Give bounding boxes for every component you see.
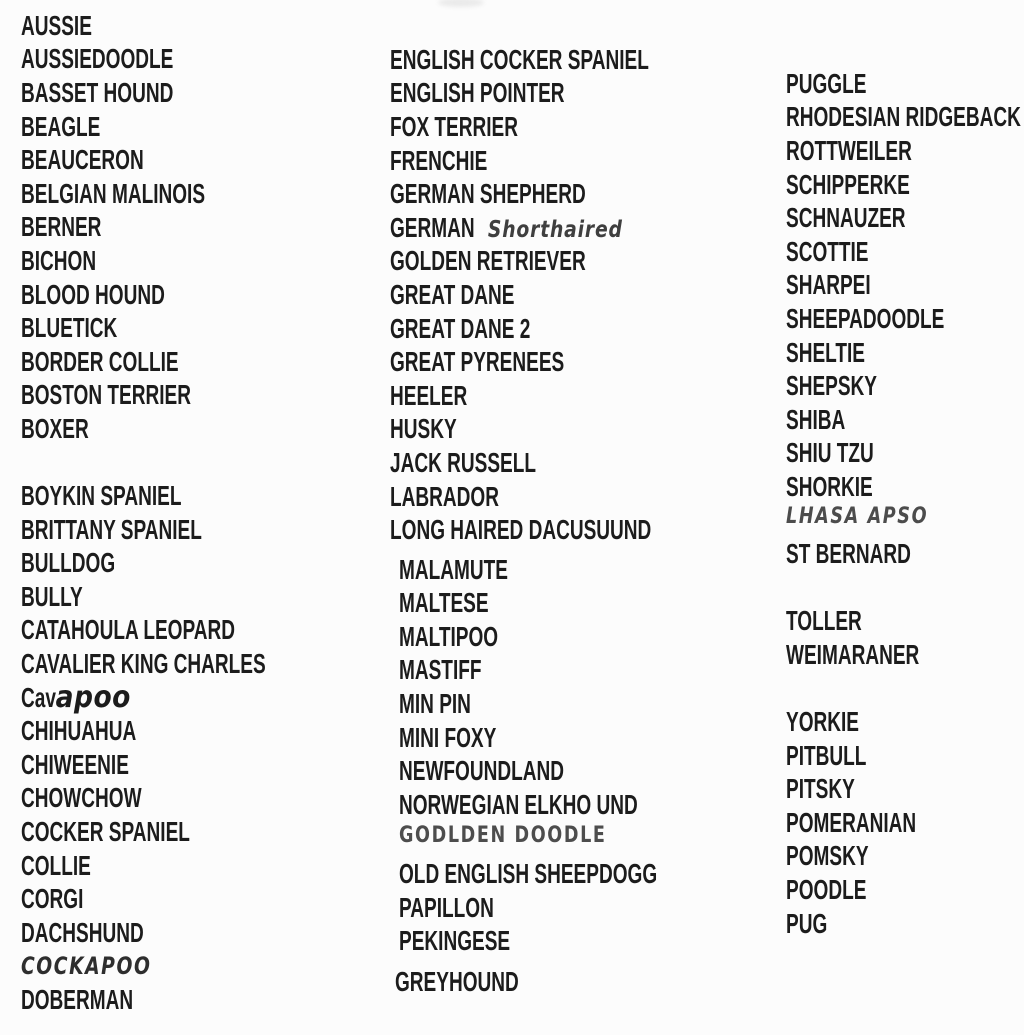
- breed-item: [21, 143, 361, 177]
- breed-item: [21, 916, 361, 950]
- breed-item: [786, 168, 1024, 202]
- breed-item: [390, 687, 730, 721]
- breed-label: BORDER COLLIE: [21, 345, 179, 377]
- breed-item: [390, 278, 730, 312]
- breed-label: MALTESE: [399, 587, 489, 619]
- breed-label: AUSSIE: [21, 9, 92, 41]
- breed-label: BOXER: [21, 412, 89, 444]
- breed-label: BASSET HOUND: [21, 76, 174, 108]
- breed-label: SCHIPPERKE: [786, 168, 910, 200]
- breed-item: [390, 620, 730, 654]
- breed-item: [786, 201, 1024, 235]
- breed-item: [390, 587, 730, 621]
- breed-item: [786, 772, 1024, 806]
- breed-label: MASTIFF: [399, 654, 482, 686]
- breed-item: [786, 336, 1024, 370]
- breed-label: DACHSHUND: [21, 916, 144, 948]
- breed-label: BLUETICK: [21, 312, 118, 344]
- breed-item: [390, 891, 730, 925]
- breed-item: [390, 110, 730, 144]
- breed-label: GERMAN SHEPHERD: [390, 178, 586, 210]
- breed-label: CORGI: [21, 883, 84, 915]
- breed-label-part: Cav: [21, 682, 56, 714]
- breed-item: [21, 110, 361, 144]
- breed-label: BEAGLE: [21, 110, 101, 142]
- breed-label: SCHNAUZER: [786, 202, 906, 234]
- breed-item: [390, 819, 730, 853]
- breed-item: [390, 480, 730, 514]
- breed-item: [21, 345, 361, 379]
- breed-label: MALTIPOO: [399, 620, 499, 652]
- breed-label: SHIBA: [786, 403, 846, 435]
- breed-item: [390, 446, 730, 480]
- breed-item: [390, 654, 730, 688]
- breed-item: [786, 907, 1024, 941]
- breed-label: SHEEPADOODLE: [786, 302, 945, 334]
- breed-column-3: [786, 67, 1024, 940]
- breed-item: [786, 873, 1024, 907]
- breed-item: [786, 537, 1024, 571]
- breed-label: NEWFOUNDLAND: [399, 755, 564, 787]
- breed-label: ST BERNARD: [786, 538, 911, 570]
- breed-label: LABRADOR: [390, 480, 499, 512]
- breed-label: MALAMUTE: [399, 553, 508, 585]
- breed-item: [21, 244, 361, 278]
- breed-item: [21, 983, 361, 1017]
- breed-label: PITBULL: [786, 739, 867, 771]
- breed-label: COCKER SPANIEL: [21, 816, 190, 848]
- breed-item: [21, 278, 361, 312]
- breed-label: LHASA APSO: [786, 504, 929, 530]
- breed-item: [21, 547, 361, 581]
- breed-label: BULLY: [21, 580, 83, 612]
- breed-item: [21, 513, 361, 547]
- breed-label: DOBERMAN: [21, 984, 134, 1016]
- breed-label: SHIU TZU: [786, 437, 874, 469]
- breed-item: [390, 345, 730, 379]
- breed-label: CHOWCHOW: [21, 782, 142, 814]
- breed-label: ENGLISH POINTER: [390, 77, 565, 109]
- breed-item: [21, 714, 361, 748]
- breed-label: GREAT DANE: [390, 278, 515, 310]
- breed-label: GOLDEN RETRIEVER: [390, 245, 586, 277]
- breed-label: BOSTON TERRIER: [21, 379, 191, 411]
- breed-label: OLD ENGLISH SHEEPDOGG: [399, 858, 658, 890]
- breed-label: LONG HAIRED DACUSUUND: [390, 514, 652, 546]
- breed-label: FRENCHIE: [390, 144, 488, 176]
- breed-column-2: [390, 43, 730, 999]
- breed-item: [21, 177, 361, 211]
- breed-label: GREAT DANE 2: [390, 312, 531, 344]
- breed-item: [390, 754, 730, 788]
- breed-item: [786, 101, 1024, 135]
- breed-label: BELGIAN MALINOIS: [21, 177, 206, 209]
- breed-label: BICHON: [21, 244, 97, 276]
- breed-label: FOX TERRIER: [390, 110, 518, 142]
- breed-item: [21, 9, 361, 43]
- breed-item: [21, 849, 361, 883]
- breed-item: [21, 748, 361, 782]
- breed-label: POMERANIAN: [786, 806, 917, 838]
- breed-item: [21, 379, 361, 413]
- breed-label: CHIWEENIE: [21, 748, 129, 780]
- blank-row: [786, 571, 1024, 605]
- breed-item: [390, 513, 730, 547]
- breed-item: [786, 67, 1024, 101]
- breed-item: [21, 43, 361, 77]
- breed-item: [786, 739, 1024, 773]
- breed-item: [390, 77, 730, 111]
- breed-item: [21, 412, 361, 446]
- breed-label: POMSKY: [786, 840, 869, 872]
- breed-label: JACK RUSSELL: [390, 446, 536, 478]
- breed-label: SHELTIE: [786, 336, 865, 368]
- breed-item: [21, 647, 361, 681]
- breed-item: [786, 500, 1024, 534]
- breed-item: [390, 788, 730, 822]
- breed-label: PAPILLON: [399, 891, 494, 923]
- breed-label: POODLE: [786, 874, 867, 906]
- breed-item: [786, 369, 1024, 403]
- breed-label: HEELER: [390, 379, 468, 411]
- breed-label: GODLDEN DOODLE: [399, 822, 607, 848]
- breed-label: HUSKY: [390, 413, 457, 445]
- breed-item: [786, 269, 1024, 303]
- breed-label: BRITTANY SPANIEL: [21, 513, 202, 545]
- breed-item: [390, 553, 730, 587]
- breed-item: [786, 302, 1024, 336]
- breed-item: [21, 76, 361, 110]
- breed-label: [21, 680, 132, 716]
- cropped-text-artifact: [438, 0, 484, 7]
- breed-label: ROTTWEILER: [786, 134, 912, 166]
- breed-item: [21, 815, 361, 849]
- breed-label: PUG: [786, 907, 828, 939]
- breed-label: [390, 211, 624, 244]
- breed-item: [390, 43, 730, 77]
- breed-item: [21, 882, 361, 916]
- breed-item: [21, 782, 361, 816]
- breed-item: [786, 437, 1024, 471]
- breed-label: RHODESIAN RIDGEBACK: [786, 101, 1021, 133]
- breed-label: NORWEGIAN ELKHO UND: [399, 788, 638, 820]
- breed-item: [21, 479, 361, 513]
- breed-item: [390, 721, 730, 755]
- breed-label: AUSSIEDOODLE: [21, 43, 174, 75]
- breed-item: [21, 614, 361, 648]
- breed-item: [21, 580, 361, 614]
- breed-item: [786, 470, 1024, 504]
- breed-label-part: Shorthaired: [488, 216, 624, 243]
- breed-label: COLLIE: [21, 849, 91, 881]
- breed-label: SHEPSKY: [786, 370, 878, 402]
- breed-item: [390, 177, 730, 211]
- breed-label: ENGLISH COCKER SPANIEL: [390, 43, 649, 75]
- breed-item: [390, 379, 730, 413]
- breed-label: PITSKY: [786, 773, 855, 805]
- breed-label: PEKINGESE: [399, 925, 511, 957]
- breed-item: [390, 211, 730, 245]
- breed-item: [786, 403, 1024, 437]
- breed-item: [390, 312, 730, 346]
- breed-label: GREYHOUND: [395, 965, 519, 997]
- breed-item: [390, 245, 730, 279]
- breed-item: [786, 840, 1024, 874]
- breed-item: [786, 638, 1024, 672]
- breed-item: [390, 924, 730, 958]
- breed-label: SHARPEI: [786, 269, 871, 301]
- breed-label: BULLDOG: [21, 547, 116, 579]
- breed-label: SHORKIE: [786, 470, 873, 502]
- breed-label: GREAT PYRENEES: [390, 346, 565, 378]
- breed-label: TOLLER: [786, 605, 862, 637]
- breed-item: [786, 605, 1024, 639]
- breed-label: BEAUCERON: [21, 144, 144, 176]
- breed-label: CAVALIER KING CHARLES: [21, 648, 266, 680]
- blank-row: [786, 672, 1024, 706]
- breed-item: [786, 705, 1024, 739]
- breed-label-part: GERMAN: [390, 211, 475, 243]
- breed-item: [390, 413, 730, 447]
- breed-label: CATAHOULA LEOPARD: [21, 614, 236, 646]
- breed-item: [786, 806, 1024, 840]
- breed-item: [390, 857, 730, 891]
- breed-label: BERNER: [21, 211, 102, 243]
- breed-item: [786, 235, 1024, 269]
- breed-item: [21, 950, 361, 984]
- breed-label: WEIMARANER: [786, 638, 920, 670]
- breed-item: [390, 965, 730, 999]
- breed-column-1: [21, 9, 361, 1017]
- breed-item: [21, 311, 361, 345]
- breed-label: MINI FOXY: [399, 721, 497, 753]
- breed-label: BOYKIN SPANIEL: [21, 480, 182, 512]
- breed-item: [21, 211, 361, 245]
- breed-label: CHIHUAHUA: [21, 715, 137, 747]
- blank-row: [21, 446, 361, 480]
- breed-label: BLOOD HOUND: [21, 278, 165, 310]
- breed-label: COCKAPOO: [21, 952, 152, 981]
- breed-label: MIN PIN: [399, 688, 471, 720]
- breed-item: [21, 681, 361, 715]
- breed-label: YORKIE: [786, 706, 860, 738]
- breed-label-part: apoo: [55, 680, 132, 716]
- breed-item: [786, 134, 1024, 168]
- breed-label: SCOTTIE: [786, 235, 869, 267]
- breed-item: [390, 144, 730, 178]
- breed-label: PUGGLE: [786, 67, 867, 99]
